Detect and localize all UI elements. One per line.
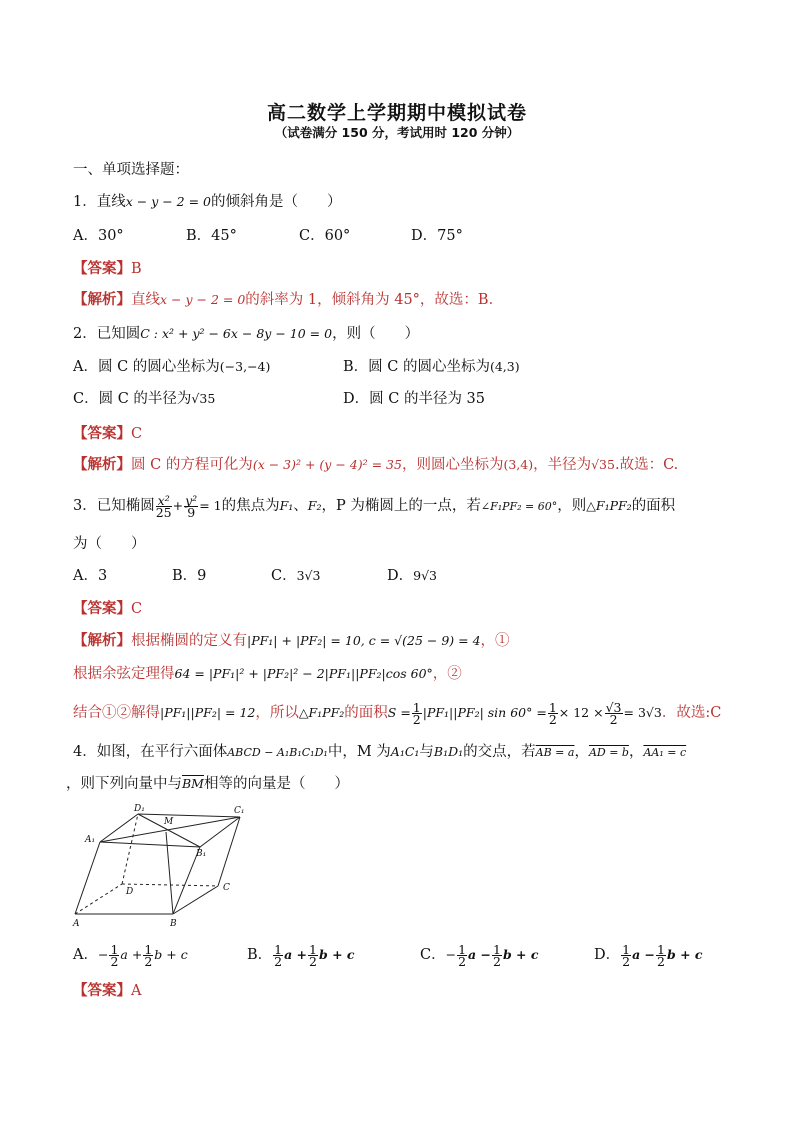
page-subtitle: （试卷满分 150 分，考试用时 120 分钟） [274, 125, 520, 140]
q1-option-c: C．60° [299, 228, 351, 244]
label-m: M [164, 817, 174, 827]
edge-b1c1 [200, 817, 240, 847]
edge-a1a [75, 842, 100, 914]
q1-equation: x − y − 2 = 0 [125, 194, 212, 209]
q4-option-d: D． $\frac{1}{2}$ a − $\frac{1}{2}$ b + c [594, 941, 703, 969]
q3-analysis-2: 根据余弦定理得64 = |PF₁|² + |PF₂|² − 2|PF₁||PF₂|cos 60°，② [73, 666, 462, 682]
q3-frac-x: $\frac{\text{x²}}{25}$ [155, 492, 172, 520]
q4-option-c: C．− $\frac{1}{2}$ a − $\frac{1}{2}$ b + c [420, 941, 539, 969]
q3-option-d: D．9√3 [387, 568, 438, 584]
q2-option-b: B．圆 C 的圆心坐标为(4,3) [343, 359, 520, 375]
q2-option-d: D．圆 C 的半径为 35 [343, 391, 485, 407]
question-1: 1．直线x − y − 2 = 0的倾斜角是（ ） [73, 194, 342, 210]
edge-ad-hidden [75, 884, 122, 914]
edge-d1c1 [138, 814, 240, 817]
edge-a1d1 [100, 814, 138, 842]
segment-bm [166, 832, 173, 914]
q4-answer: 【答案】A [73, 982, 142, 999]
label-c: C [223, 883, 230, 893]
label-c1: C₁ [234, 806, 245, 816]
edge-a1b1 [100, 842, 200, 847]
edge-bc [173, 886, 218, 914]
section-heading: 一、单项选择题： [73, 162, 189, 178]
label-d1: D₁ [134, 804, 145, 814]
question-4: 4．如图，在平行六面体ABCD − A₁B₁C₁D₁中，M 为A₁C₁与B₁D₁的交点，若AB = a，AD = b，AA₁ = c [73, 744, 687, 760]
q3-analysis-1: 【解析】根据椭圆的定义有|PF₁| + |PF₂| = 10, c = √(25 − 9) = 4，① [73, 632, 510, 649]
q1-option-d: D．75° [411, 228, 463, 244]
label-b: B [170, 919, 177, 929]
label-a1: A₁ [85, 835, 96, 845]
q3-analysis-3: 结合①②解得|PF₁||PF₂| = 12，所以△F₁PF₂的面积S = $\frac{1}{2}$ |PF₁||PF₂| sin 60° = $\frac{1}{2}$ × 12 × $\frac{√3}{2}$ = 3√3．故选:C [73, 699, 722, 727]
parallelepiped-figure [70, 802, 250, 930]
q1-answer: 【答案】B [73, 260, 142, 277]
page-title: 高二数学上学期期中模拟试卷 [266, 102, 527, 124]
question-2: 2．已知圆C : x² + y² − 6x − 8y − 10 = 0，则（ ） [73, 326, 420, 342]
label-b1: B₁ [196, 849, 207, 859]
question-3-line2: 为（ ） [73, 536, 146, 552]
q3-answer: 【答案】C [73, 600, 143, 617]
q2-option-a: A．圆 C 的圆心坐标为(−3,−4) [73, 359, 271, 375]
label-a: A [73, 919, 80, 929]
q2-answer: 【答案】C [73, 425, 143, 442]
q2-equation: C : x² + y² − 6x − 8y − 10 = 0 [140, 326, 333, 341]
q1-analysis: 【解析】直线x − y − 2 = 0的斜率为 1，倾斜角为 45°，故选：B． [73, 291, 504, 308]
question-4-line2: ，则下列向量中与$\overline{BM}$相等的向量是（ ） [66, 776, 349, 792]
q4-option-b: B． $\frac{1}{2}$ a + $\frac{1}{2}$ b + c [247, 941, 355, 969]
q2-option-c: C．圆 C 的半径为√35 [73, 391, 216, 407]
q3-option-b: B．9 [172, 568, 207, 584]
q3-option-c: C．3√3 [271, 568, 321, 584]
q4-option-a: A．− $\frac{1}{2}$ a + $\frac{1}{2}$ b + c [73, 941, 188, 969]
q3-frac-y: $\frac{\text{y²}}{9}$ [185, 492, 198, 520]
label-d: D [126, 887, 134, 897]
q1-option-b: B．45° [186, 228, 237, 244]
q1-option-a: A．30° [73, 228, 124, 244]
q2-analysis: 【解析】圆 C 的方程可化为(x − 3)² + (y − 4)² = 35，则圆心坐标为(3,4)，半径为√35.故选：C. [73, 456, 679, 473]
q3-option-a: A．3 [73, 568, 108, 584]
edge-c1c [218, 817, 240, 886]
question-3: 3．已知椭圆 $\frac{\text{x²}}{25}$ + $\frac{\text{y²}}{9}$ = 1的焦点为F₁、F₂，P 为椭圆上的一点，若∠F₁PF₂ = 60°，则△F₁PF₂的面积 [73, 492, 676, 520]
